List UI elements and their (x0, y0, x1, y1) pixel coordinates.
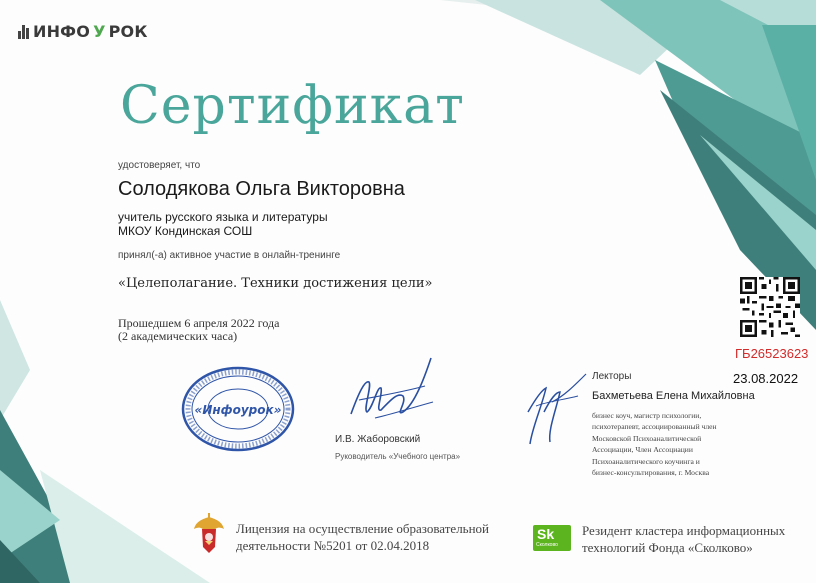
skolkovo-line-1: Резидент кластера информационных (582, 523, 786, 538)
held-hours: (2 академических часа) (118, 329, 238, 343)
recipient-school: МКОУ Кондинская СОШ (118, 224, 253, 238)
lecturer-name: Бахметьева Елена Михайловна (592, 390, 755, 402)
signature-icon (522, 372, 592, 450)
logo-text-3: РОК (108, 22, 148, 41)
signatory-name: И.В. Жаборовский (335, 434, 421, 445)
svg-text:«Инфоурок»: «Инфоурок» (194, 403, 282, 417)
participation-text: принял(-а) активное участие в онлайн-тренинге (118, 250, 341, 261)
license-text (236, 520, 489, 554)
skolkovo-text (582, 522, 785, 556)
lecturer-desc-line: бизнес коуч, магистр психологии, (592, 411, 702, 420)
skolkovo-line-2: технологий Фонда «Сколково» (582, 540, 753, 555)
logo-text-2: У (93, 22, 106, 41)
held-info (118, 317, 279, 343)
certifies-text: удостоверяет, что (118, 160, 201, 171)
lecturer-desc-line: Психоаналитического коучинга и (592, 456, 700, 466)
qr-code-icon (740, 277, 800, 337)
recipient-name: Солодякова Ольга Викторовна (118, 178, 405, 200)
recipient-position: учитель русского языка и литературы (118, 210, 328, 224)
held-date: Прошедшем 6 апреля 2022 года (118, 316, 280, 330)
logo-text-1: ИНФО (33, 22, 91, 41)
lecturer-desc-line: Московской Психоаналитической (592, 433, 702, 443)
lecturer-desc-line: Ассоциации, Член Ассоциации (592, 445, 693, 455)
stamp-icon (180, 366, 296, 452)
skolkovo-logo-sub: Сколково (536, 542, 558, 548)
infourok-logo (18, 22, 148, 41)
lecturer-desc-line: бизнес-консультирования, г. Москва (592, 468, 710, 478)
signatory-role: Руководитель «Учебного центра» (335, 452, 461, 461)
certificate-title: Сертификат (120, 76, 465, 136)
infourok-logo-icon (18, 25, 30, 39)
skolkovo-logo-text: Sk (537, 526, 555, 542)
course-title: «Целеполагание. Техники достижения цели» (118, 276, 433, 291)
lecturers-label: Лекторы (592, 371, 632, 382)
signature-icon (345, 352, 440, 432)
issue-date: 23.08.2022 (733, 371, 799, 386)
lecturer-description (592, 410, 762, 478)
lecturer-desc-line: психотерапевт, ассоциированный член (592, 422, 717, 432)
emblem-icon (192, 513, 226, 557)
recipient-details (118, 210, 328, 238)
verification-code: ГБ26523623 (735, 346, 809, 361)
license-line-2: деятельности №5201 от 02.04.2018 (236, 538, 430, 553)
license-line-1: Лицензия на осуществление образовательной (236, 521, 490, 536)
skolkovo-logo-icon (533, 525, 571, 551)
